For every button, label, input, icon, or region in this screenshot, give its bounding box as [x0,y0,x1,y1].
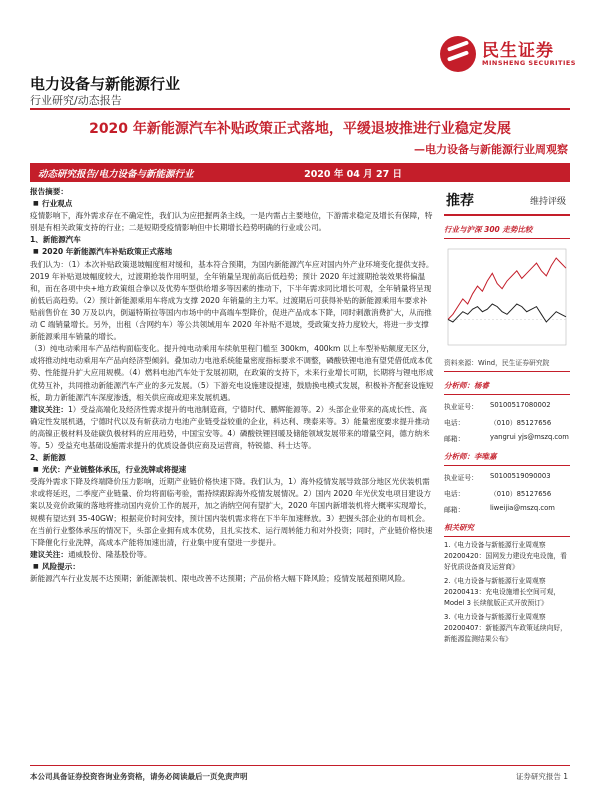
related-item[interactable]: 2.《电力设备与新能源行业周观察 20200413：充电设施增长空间可观，Model 3 长续航版正式开放预订》 [444,577,561,607]
header-divider [30,108,570,110]
industry-name: 电力设备与新能源行业 [30,75,181,93]
related-list [444,540,570,645]
section-ev: 1、新能源汽车 [30,235,81,245]
sidebar [444,186,570,645]
abstract-label: 报告摘要： [30,187,68,196]
logo-mark-icon [440,36,476,72]
report-type: 行业研究/动态报告 [30,94,122,107]
bullet-pv: ■ 光伏：产业链整体承压，行业洗牌或将提速 [30,464,434,476]
analyst2-value: （010）85127656 [490,490,552,498]
analyst2-info [444,472,570,514]
chart-source: 资料来源：Wind，民生证券研究院 [444,357,570,372]
analyst2-value: S0100519090003 [490,472,551,480]
paragraph-pv: 受海外需求下降及终端降价压力影响，近期产业链价格快速下降。我们认为，1）海外疫情发展导致部分地区光伏装机需求或将延迟，二季度产业链量、价均将面临考验，需持续跟踪海外疫情发展情况。2）国内 2020 年光伏发电项目建设方案以及竞价政策的落地将推动国内竞价工作的展开，加之消纳空间有望扩大，2020 年国内新增装机将大概率实现增长，规模有望达到 35-40GW；根据竞价时间安排，预计国内装机需求将在下半年加速释放。3）把握头部企业的布局机会。在当前行业整体承压的情况下，头部企业拥有成本优势，且扎实技术、运行周转能力和对外投资；同时，产业链价格快速下降催化行业洗牌，高成本产能将加速出清，行业集中度有望进一步提升。 [30,477,433,547]
suggest-label: 建议关注： [30,404,68,414]
analyst2-row [444,504,570,514]
chart-title: 行业与沪深 300 走势比较 [444,224,570,239]
related-item[interactable]: 1.《电力设备与新能源行业周观察 20200420：国网发力建设充电设施，看好优质设备商及运营商》 [444,541,567,571]
analyst2-key: 电话： [444,490,465,498]
analyst1-key: 电话： [444,419,465,427]
analyst2-row [444,488,570,498]
rating-status: 维持评级 [529,197,566,207]
report-subtitle: —电力设备与新能源行业周观察 [414,143,568,156]
report-title: 2020 年新能源汽车补贴政策正式落地，平缓退坡推进行业稳定发展 [89,121,511,137]
analyst1-key: 邮箱： [444,435,465,443]
analyst1-heading: 分析师：杨睿 [444,380,570,395]
logo-name-en: MINSHENG SECURITIES [482,59,576,67]
logo-name-cn: 民生证券 [482,41,554,61]
analyst1-row [444,433,570,443]
trend-chart [444,243,570,355]
analyst1-row [444,401,570,411]
paragraph-pv-suggest [30,549,434,561]
analyst1-key: 执业证号： [444,403,478,411]
analyst2-row [444,472,570,482]
section-industry-view: ■ 行业观点 [30,198,434,210]
footer-page: 证券研究报告 1 [515,772,568,781]
analyst2-value[interactable]: liweijia@mszq.com [490,504,555,512]
related-item[interactable]: 3.《电力设备与新能源行业周观察 20200407：新能源汽车政策延续向好，新能源监测结果公布》 [444,613,567,643]
chart-frame [448,249,566,345]
paragraph-ev-1: 我们认为：（1）本次补贴政策退坡幅度相对缓和，基本符合预期，为国内新能源汽车应对国内外产业环境变化提供支持。2019 年补贴退坡幅度较大，过渡期抢装作用明显，全年销量呈现前高后低趋势；预计 2020 年过渡期抢装效果将偏温和，而在各项中央+地方政策组合拳以及优势车型供给增多等因素的推动下，下半年需求同比增长可观，全年销量将呈现前低后高趋势。（2）预计新能源乘用车将成为支撑 2020 年销量的主力军。过渡期后可获得补贴的新能源乘用车要求补贴前售价在 30 万及以内，倒逼特斯拉等国内市场中的中高端车型降价，促进产品成本下降，同时刺激消费扩大，从而推动 C 端销量增长。另外，出租（含网约车）等公共领域用车 2020 年补贴不退坡，受政策支持力度较大，将进一步支撑新能源乘用车销量的增长。 [30,259,434,342]
suggest-text: 1）受益高端化及经济性需求提升的电池制造商，宁德时代、鹏辉能源等。2）头部企业带来的高成长性、高确定性发展机遇，宁德时代以及有斩获动力电池产业链受益较重的企业，科达利、璞泰来等。3）能量密度要求提升推动的高镍正极材料及硅碳负极材料的应用趋势，中国宝安等。4）磷酸铁锂回暖及储能领域发展带来的增量空间，德方纳米等。5）受益充电基础设施需求提升的优质设备供应商及运营商，特锐德、科士达等。 [30,404,430,450]
footer-divider [30,765,570,766]
analyst1-info [444,401,570,443]
related-heading: 相关研究 [444,522,570,537]
report-body [30,186,434,585]
analyst2-heading: 分析师：李唯嘉 [444,451,570,466]
analyst2-key: 邮箱： [444,506,465,514]
suggest-label-2: 建议关注： [30,549,68,559]
analyst2-key: 执业证号： [444,474,478,482]
report-category: 动态研究报告/电力设备与新能源行业 [38,169,194,180]
analyst1-value[interactable]: yangrui yjs@mszq.com [490,433,569,441]
company-logo [440,34,590,74]
bullet-ev-policy: ■ 2020 年新能源汽车补贴政策正式落地 [30,246,434,258]
suggest-text-2: 通威股份、隆基股份等。 [67,549,152,559]
paragraph-ev-2: （3）纯电动乘用车产品结构面临变化。提升纯电动乘用车续航里程门槛至 300km，400km 以上车型补贴额度无区分，或将推动纯电动乘用车产品向经济型倾斜。叠加动力电池系统能量密度指标要求不调整，磷酸铁锂电池有望凭借低成本优势、性能提升扩大应用规模。（4）燃料电池汽车处于发展初期，在政策的支持下，未来行业增长可期，长期将与锂电形成优势互补，共同推动新能源汽车产业的多元发展。（5）下游充电设施建设提速，鼓励换电模式发展，积极补齐配套设施短板，助力新能源汽车深度渗透，相关供应商或迎来发展机遇。 [30,344,434,402]
trend-chart-svg [444,243,570,355]
analyst1-value: （010）85127656 [490,419,552,427]
report-date: 2020 年 04 月 27 日 [304,169,402,180]
analyst1-value: S0100517080002 [490,401,551,409]
analyst1-row [444,417,570,427]
rating-row [444,186,570,216]
rating: 推荐 [446,193,474,209]
report-info-bar [30,163,570,182]
paragraph-view: 疫情影响下，海外需求存在不确定性，我们认为应把握两条主线，一是内需占主要地位，下游需求稳定及增长有保障，特别是有相关政策支持的行业；二是短期受疫情影响但中长期增长趋势明确的行业或公司。 [30,211,433,233]
chart-series-line-1 [448,258,566,319]
section-new-energy: 2、新能源 [30,453,66,463]
section-risk: ■ 风险提示： [30,561,434,573]
footer-disclaimer: 本公司具备证券投资咨询业务资格，请务必阅读最后一页免责声明 [30,772,248,781]
paragraph-risk: 新能源汽车行业发展不达预期；新能源装机、限电改善不达预期；产品价格大幅下降风险；疫情发展超预期风险。 [30,574,410,583]
paragraph-ev-suggest [30,404,434,452]
